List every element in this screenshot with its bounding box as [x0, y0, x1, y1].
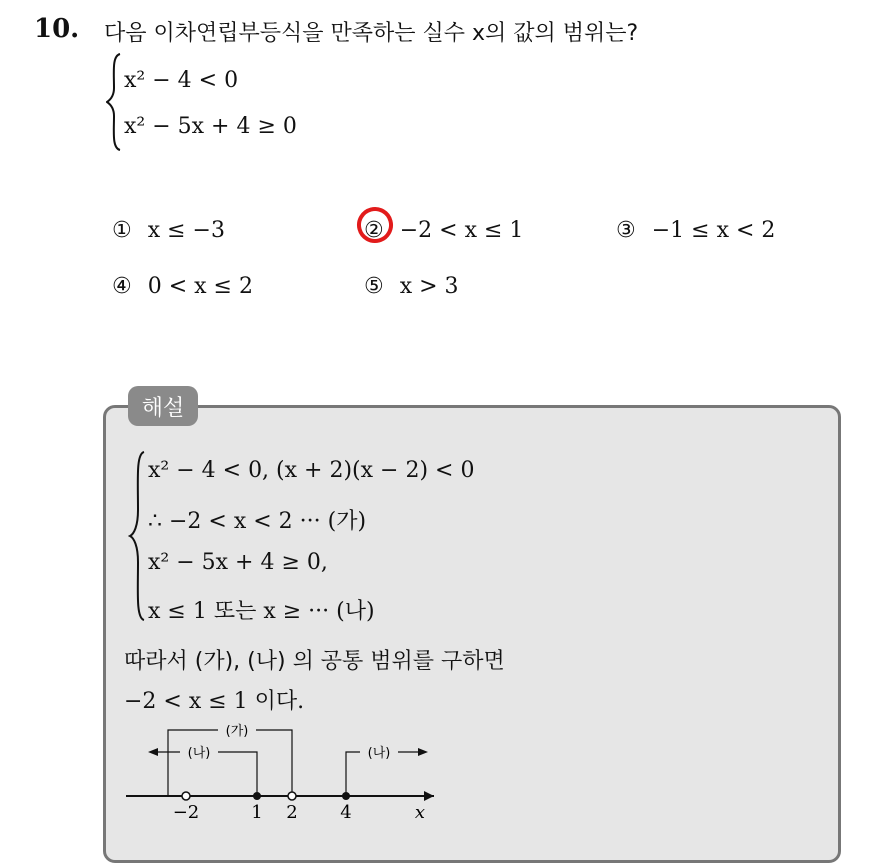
tick-label-neg2: −2: [172, 802, 200, 823]
solution-line-4: x ≤ 1 또는 x ≥ ··· (나): [148, 599, 375, 624]
na-right-arrowhead: [418, 748, 428, 756]
choice-2-text: −2 < x ≤ 1: [399, 218, 524, 243]
choice-1-number: ①: [112, 218, 132, 243]
choice-4-number: ④: [112, 274, 132, 299]
tick-label-2: 2: [286, 802, 298, 823]
choice-2-number: ②: [364, 218, 384, 243]
choice-3[interactable]: [616, 218, 775, 243]
solution-conclusion-2: −2 < x ≤ 1 이다.: [124, 689, 305, 714]
choice-4[interactable]: [112, 274, 253, 299]
ga-bracket: [168, 730, 292, 796]
choice-5-number: ⑤: [364, 274, 384, 299]
solution-line-3: x² − 5x + 4 ≥ 0,: [148, 550, 328, 575]
na-right-label: (나): [367, 746, 391, 761]
tick-label-4: 4: [340, 802, 352, 823]
solution-tag: 해설: [128, 386, 198, 426]
question-text: 다음 이차연립부등식을 만족하는 실수 x의 값의 범위는?: [104, 21, 639, 46]
solution-conclusion-1: 따라서 (가), (나) 의 공통 범위를 구하면: [124, 649, 505, 674]
point-4-closed: [342, 792, 350, 800]
question-number: 10.: [34, 14, 80, 44]
choice-3-number: ③: [616, 218, 636, 243]
na-left-arrowhead: [148, 748, 158, 756]
axis-label-x: x: [414, 802, 426, 823]
choice-3-text: −1 ≤ x < 2: [651, 218, 776, 243]
solution-line-1: x² − 4 < 0, (x + 2)(x − 2) < 0: [148, 458, 475, 483]
choice-5[interactable]: [364, 274, 459, 299]
choice-5-text: x > 3: [399, 274, 459, 299]
number-line-diagram: [120, 718, 450, 828]
system-brace: [106, 52, 122, 156]
solution-brace: [128, 450, 146, 626]
ga-label: (가): [225, 724, 249, 739]
choice-4-text: 0 < x ≤ 2: [147, 274, 253, 299]
point-neg2-open: [182, 792, 190, 800]
system-line-2: x² − 5x + 4 ≥ 0: [124, 114, 297, 139]
solution-line-2: ∴ −2 < x < 2 ··· (가): [148, 509, 367, 534]
axis-arrowhead: [424, 791, 434, 801]
tick-label-1: 1: [251, 802, 263, 823]
na-left-label: (나): [187, 746, 211, 761]
point-1-closed: [253, 792, 261, 800]
choice-1[interactable]: [112, 218, 225, 243]
choice-1-text: x ≤ −3: [147, 218, 225, 243]
point-2-open: [288, 792, 296, 800]
system-line-1: x² − 4 < 0: [124, 68, 239, 93]
